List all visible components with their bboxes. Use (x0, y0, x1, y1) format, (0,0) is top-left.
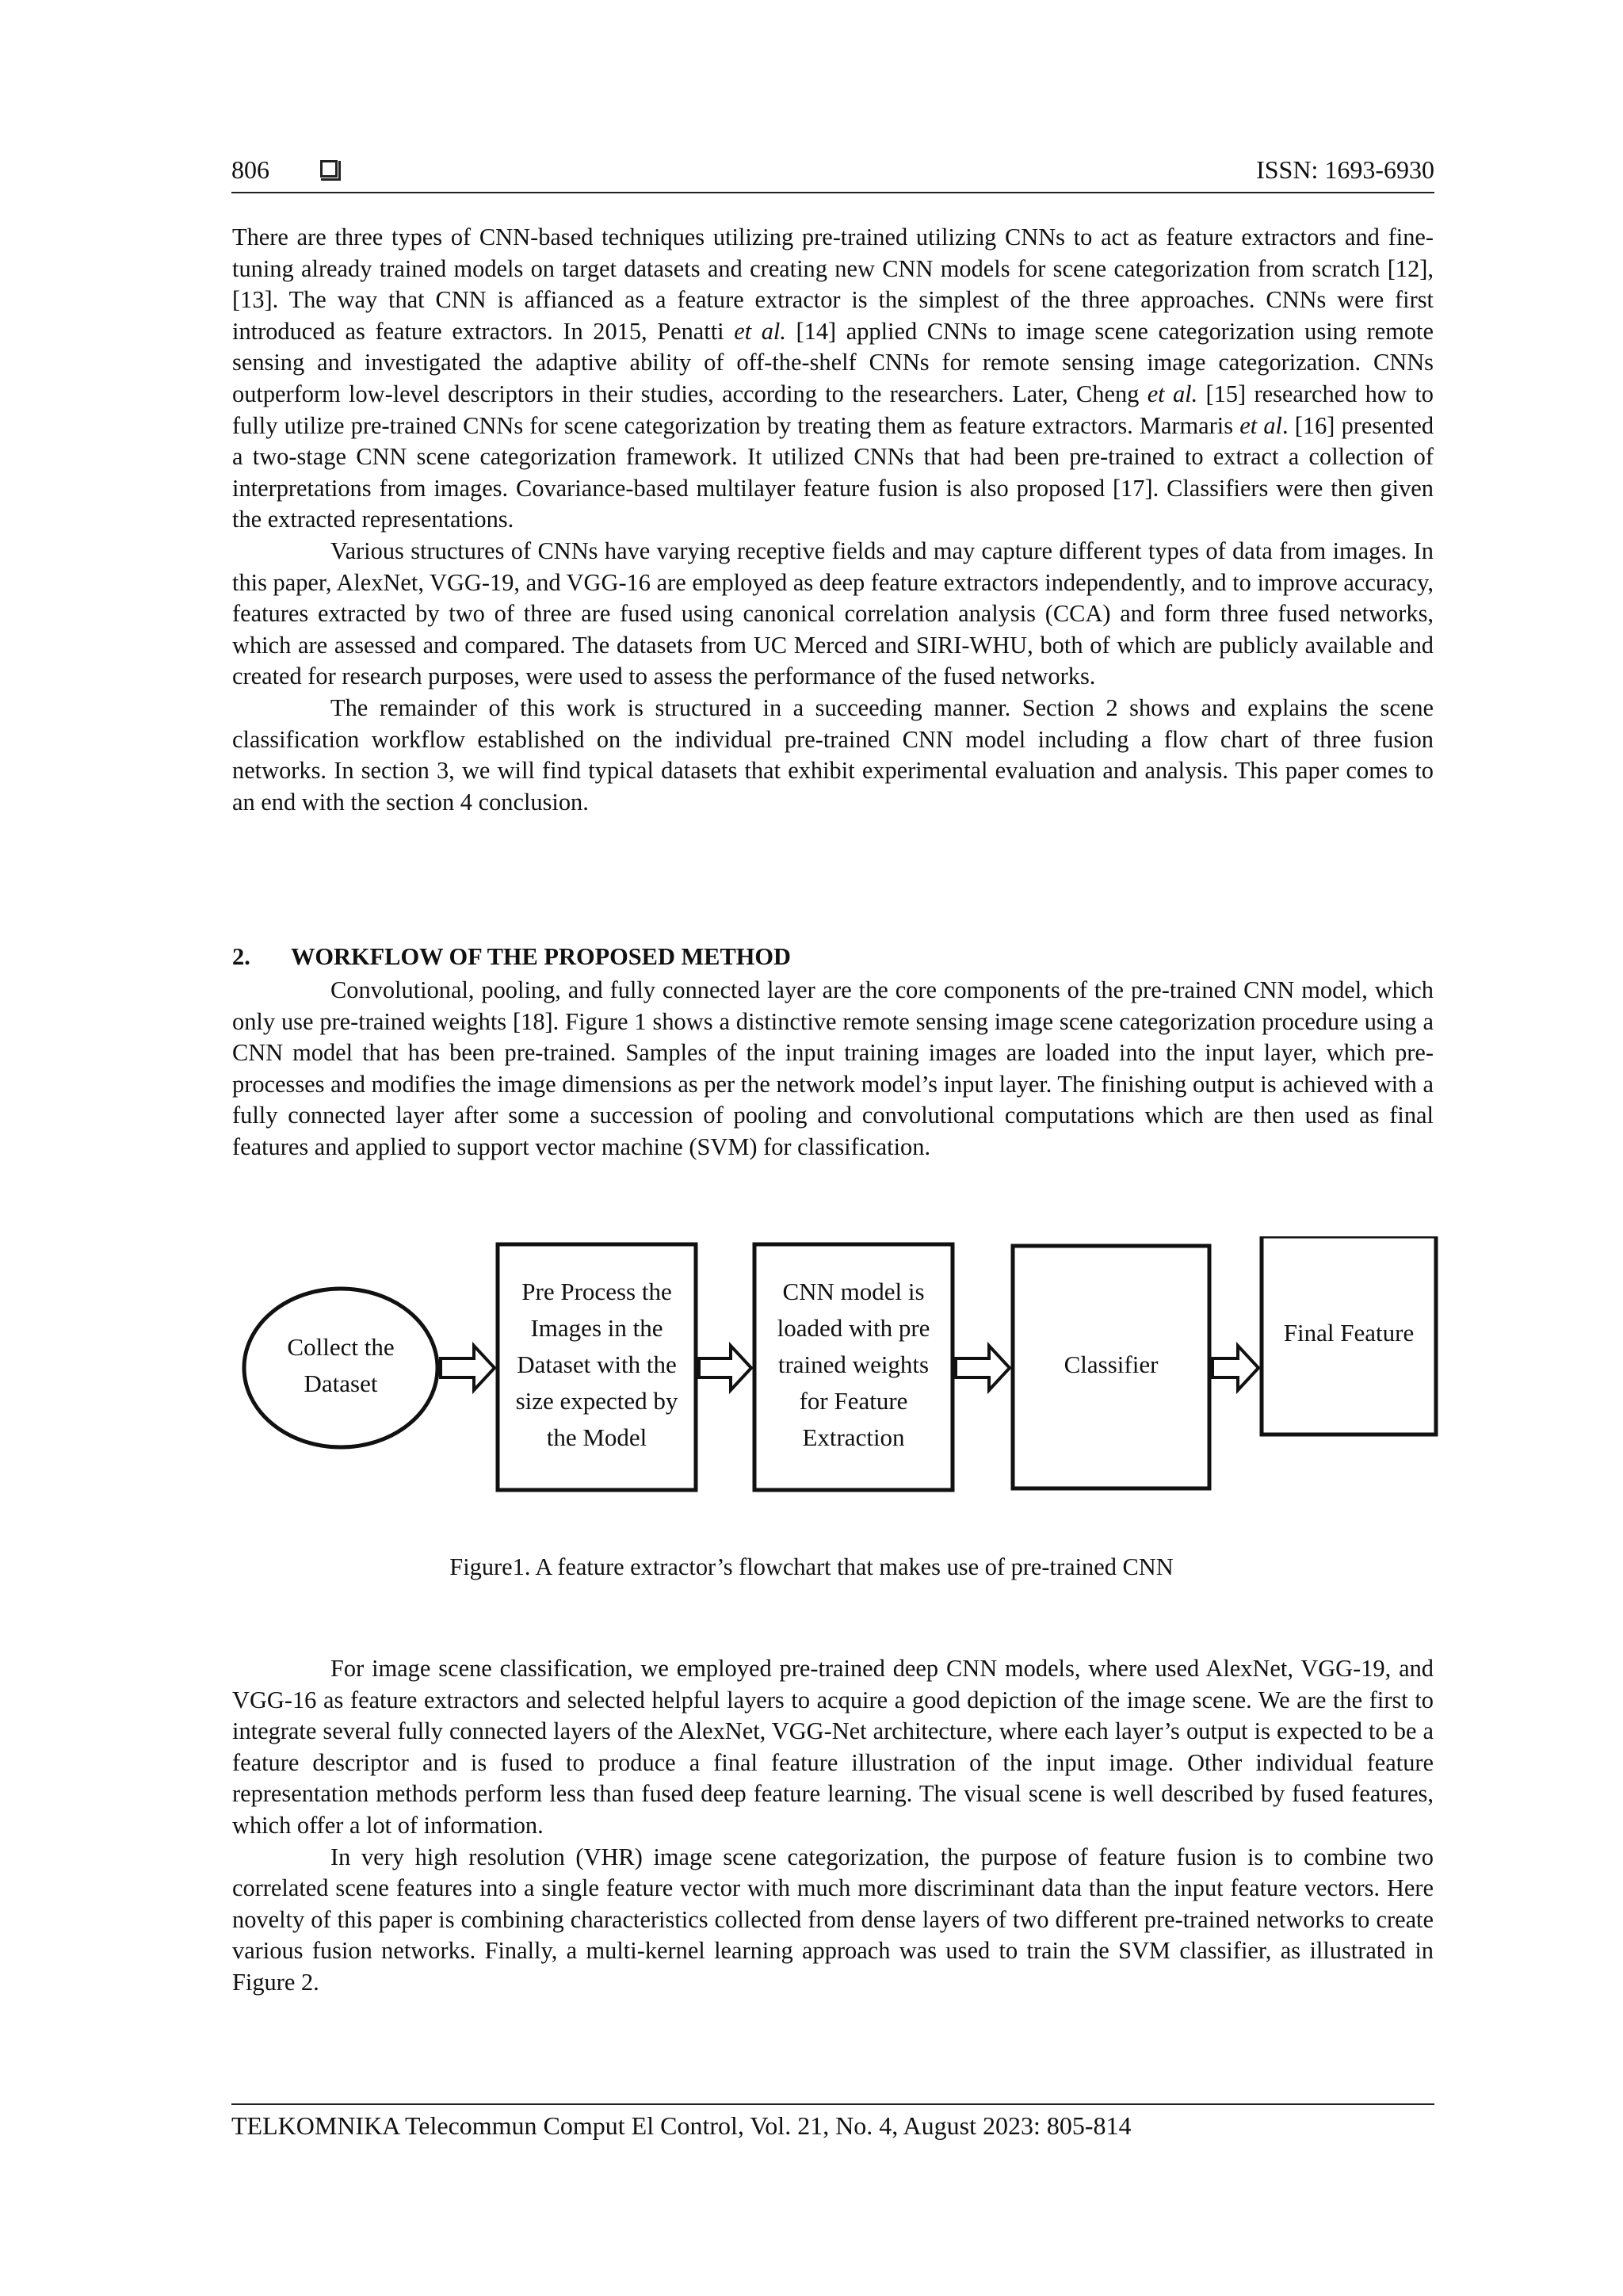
flow-arrow-icon (699, 1346, 751, 1390)
flow-node-label: Dataset (304, 1370, 378, 1398)
flow-node-label: loaded with pre (777, 1314, 930, 1343)
text-run: The remainder of this work is structured in a succeeding manner. Section 2 shows and explains the scene classification workflow established on the individual pre-trained CNN model including a flow chart of three fusion networks. In section 3, we will find typical datasets that exhibit experimental evaluation and analysis. This paper comes to an end with the section 4 conclusion. (232, 693, 1434, 816)
page-number: 806 (231, 155, 269, 184)
flow-node-label: Classifier (1064, 1350, 1159, 1379)
flow-node (1013, 1246, 1209, 1488)
figure-caption: Figure1. A feature extractor’s flowchart that makes use of pre-trained CNN (449, 1553, 1174, 1580)
section-number: 2. (232, 943, 250, 970)
text-run: [15] researched how to fully utilize pre-trained CNNs for scene categorization by treating them as feature extractors. Marmaris (232, 380, 1434, 439)
flow-node-label: Collect the (287, 1333, 395, 1362)
issn-label: ISSN: 1693-6930 (1256, 155, 1434, 184)
italic-text: et al. (734, 317, 786, 345)
paragraph: In very high resolution (VHR) image scene categorization, the purpose of feature fusion is to combine two correlated scene features into a single feature vector with much more discriminant data than the input feature vectors. Here novelty of this paper is combining characteristics collected from dense layers of two different pre-trained networks to create various fusion networks. Finally, a multi-kernel learning approach was used to train the SVM classifier, as illustrated in Figure 2. (232, 1843, 1434, 1996)
flow-node-label: Final Feature (1283, 1319, 1415, 1347)
flow-node (1262, 1236, 1436, 1435)
section-heading (232, 943, 791, 971)
flow-node-ellipse (244, 1289, 437, 1447)
square-bullet-icon (320, 160, 338, 178)
flow-arrow-icon (1212, 1346, 1258, 1390)
flow-node (754, 1244, 953, 1490)
text-run: Various structures of CNNs have varying receptive fields and may capture different types of data from images. In this paper, AlexNet, VGG-19, and VGG-16 are employed as deep feature extractors independently, and to improve accuracy, features extracted by two of three are fused using canonical correlation analysis (CCA) and form three fused networks, which are assessed and compared. The datasets from UC Merced and SIRI-WHU, both of which are publicly available and created for research purposes, were used to assess the performance of the fused networks. (232, 537, 1434, 690)
flowchart-figure (230, 1236, 1442, 1522)
flow-arrow-icon (441, 1346, 495, 1390)
flow-node-label: Extraction (802, 1423, 905, 1452)
paragraph (232, 693, 1434, 818)
paragraph (232, 222, 1434, 536)
italic-text: et al. (1147, 380, 1198, 407)
paragraph (232, 536, 1434, 693)
flow-arrow-icon (956, 1346, 1010, 1390)
page-header (231, 154, 1434, 193)
flow-node-label: Images in the (530, 1314, 663, 1343)
flow-node (244, 1289, 437, 1447)
after-figure-text (232, 1653, 1434, 1999)
section-title: WORKFLOW OF THE PROPOSED METHOD (291, 943, 791, 970)
intro-text (232, 222, 1434, 818)
flow-node-label: Pre Process the (521, 1278, 672, 1306)
flow-node-label: CNN model is (782, 1278, 925, 1306)
text-run: . [16] presented a two-stage CNN scene categorization framework. It utilized CNNs that had been pre-trained to extract a collection of interpretations from images. Covariance-based multilayer feature fusion is also proposed [17]. Classifiers were then given the extracted representations. (232, 411, 1434, 533)
flow-node-label: for Feature (799, 1387, 908, 1415)
flow-node-label: the Model (546, 1423, 647, 1452)
flow-node-label: size expected by (515, 1387, 678, 1415)
italic-text: et al (1239, 411, 1282, 439)
flow-node-label: Dataset with the (517, 1350, 677, 1379)
page-footer: TELKOMNIKA Telecommun Comput El Control, Vol. 21, No. 4, August 2023: 805-814 (231, 2103, 1434, 2141)
flow-node (498, 1244, 696, 1490)
text-run: [14] applied CNNs to image scene categorization using remote sensing and investigated the adaptive ability of off-the-shelf CNNs for remote sensing image categorization. CNNs outperform low-level descriptors in their studies, according to the researchers. Later, Cheng (232, 317, 1434, 407)
paragraph: For image scene classification, we employed pre-trained deep CNN models, where used AlexNet, VGG-19, and VGG-16 as feature extractors and selected helpful layers to acquire a good depiction of the image scene. We are the first to integrate several fully connected layers of the AlexNet, VGG-Net architecture, where each layer’s output is expected to be a feature descriptor and is fused to produce a final feature illustration of the input image. Other individual feature representation methods perform less than fused deep feature learning. The visual scene is well described by fused features, which offer a lot of information. (232, 1655, 1434, 1839)
flow-node-label: trained weights (777, 1350, 930, 1379)
section2-text (232, 975, 1434, 1163)
paragraph: Convolutional, pooling, and fully connected layer are the core components of the pre-trained CNN model, which only use pre-trained weights [18]. Figure 1 shows a distinctive remote sensing image scene categorization procedure using a CNN model that has been pre-trained. Samples of the input training images are loaded into the input layer, which pre-processes and modifies the image dimensions as per the network model’s input layer. The finishing output is achieved with a fully connected layer after some a succession of pooling and convolutional computations which are then used as final features and applied to support vector machine (SVM) for classification. (232, 976, 1434, 1160)
text-run: There are three types of CNN-based techniques utilizing pre-trained utilizing CNNs to act as feature extractors and fine-tuning already trained models on target datasets and creating new CNN models for scene categorization from scratch [12], [13]. The way that CNN is affianced as a feature extractor is the simplest of the three approaches. CNNs were first introduced as feature extractors. In 2015, Penatti (232, 223, 1434, 345)
